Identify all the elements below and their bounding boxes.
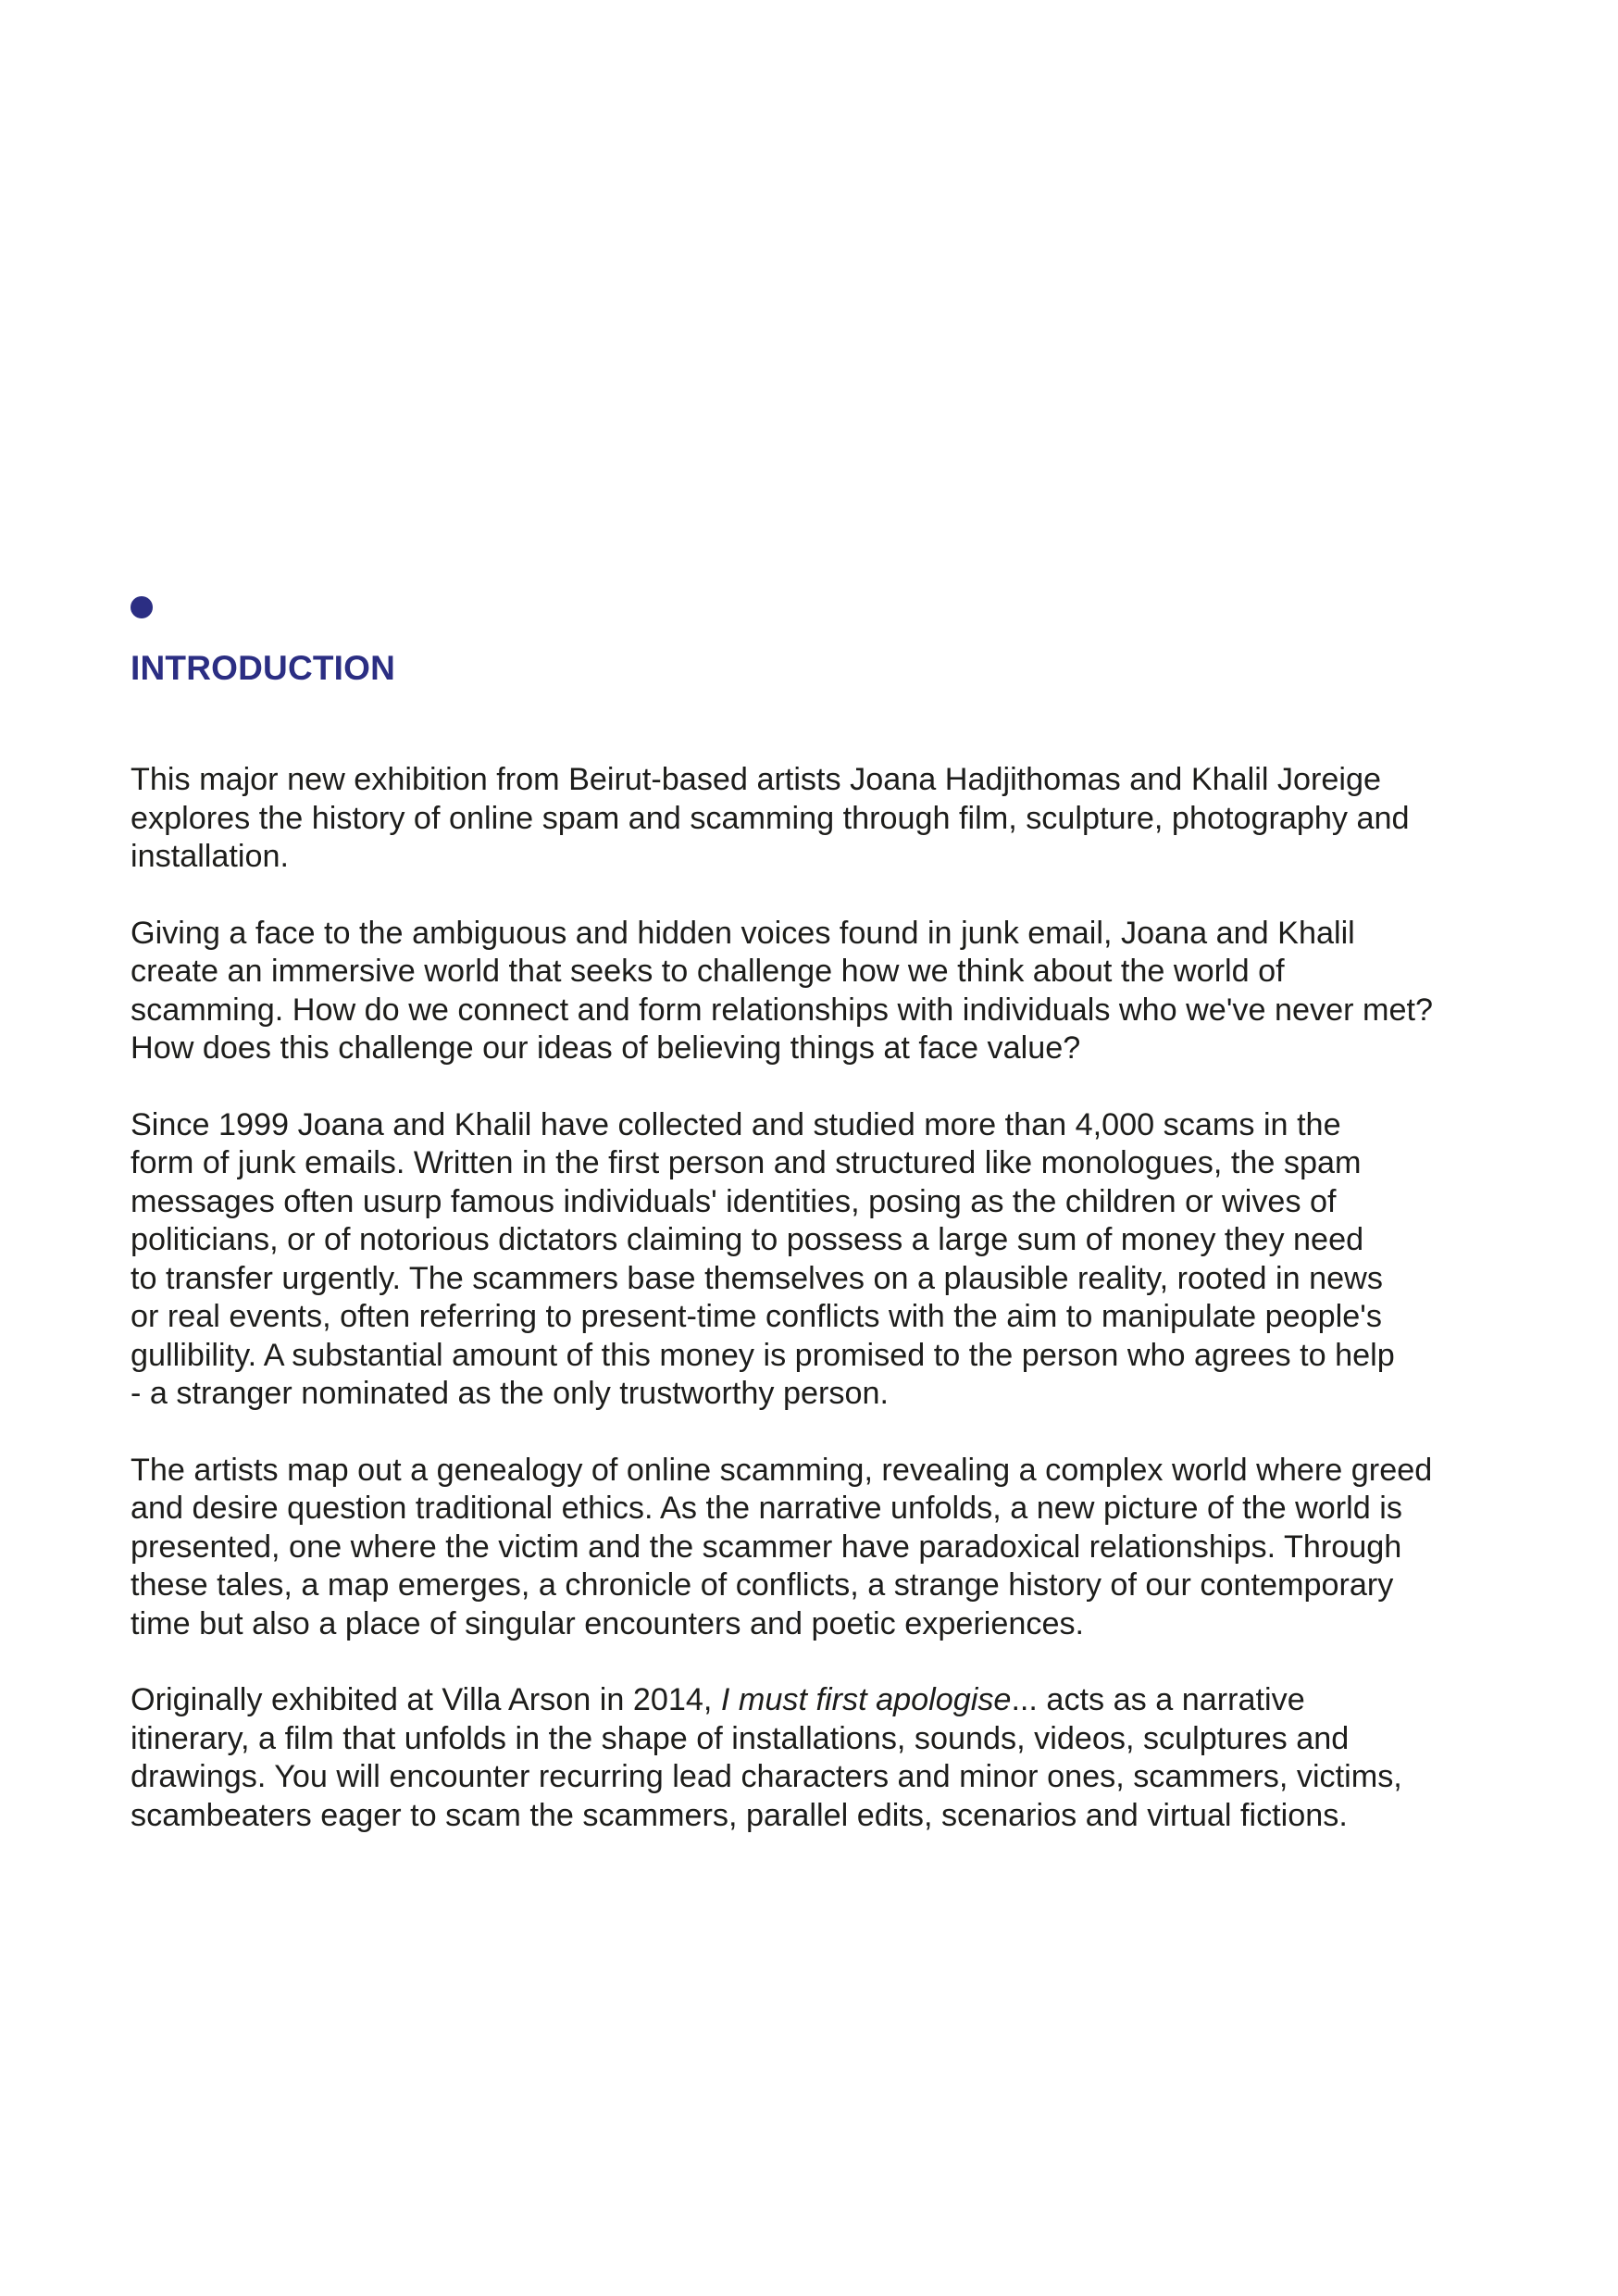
section-heading: INTRODUCTION bbox=[131, 649, 396, 687]
paragraph-genealogy: The artists map out a genealogy of online scamming, revealing a complex world where greed and desire question traditional ethics. As the narrative unfolds, a new picture of the world is presented, one where the victim and the scammer have paradoxical relationships. Through these tales, a map emerges, a chronicle of conflicts, a strange history of our contemporary time but also a place of singular encounters and poetic experiences. bbox=[131, 1452, 1433, 1641]
paragraph-intro: This major new exhibition from Beirut-based artists Joana Hadjithomas and Khalil Joreige explores the history of online spam and scamming through film, sculpture, photography and installation. bbox=[131, 762, 1410, 874]
paragraph-immersive-world: Giving a face to the ambiguous and hidden voices found in junk email, Joana and Khalil create an immersive world that seeks to challenge how we think about the world of scamming. How do we connect and form relationships with individuals who we've never met? How does this challenge our ideas of believing things at face value? bbox=[131, 915, 1433, 1066]
villa-arson-text-start: Originally exhibited at Villa Arson in 2014, bbox=[131, 1682, 721, 1717]
exhibition-title: I must first apologise bbox=[720, 1682, 1012, 1717]
body-text bbox=[131, 761, 1528, 1873]
dot-icon bbox=[131, 596, 153, 618]
paragraph-villa-arson bbox=[131, 1681, 1528, 1835]
villa-arson-text-end: ... acts as a narrative itinerary, a film that unfolds in the shape of installations, sounds, videos, sculptures and drawings. You will encounter recurring lead characters and minor ones, scammers, victims, scambeaters eager to scam the scammers, parallel edits, scenarios and virtual fictions. bbox=[131, 1682, 1402, 1833]
paragraph-collection-history: Since 1999 Joana and Khalil have collected and studied more than 4,000 scams in the form of junk emails. Written in the first person and structured like monologues, the spam messages often usurp famous individuals' identities, posing as the children or wives of politicians, or of notorious dictators claiming to possess a large sum of money they need to transfer urgently. The scammers base themselves on a plausible reality, rooted in news or real events, often referring to present-time conflicts with the aim to manipulate people's gullibility. A substantial amount of this money is promised to the person who agrees to help - a stranger nominated as the only trustworthy person. bbox=[131, 1106, 1395, 1411]
